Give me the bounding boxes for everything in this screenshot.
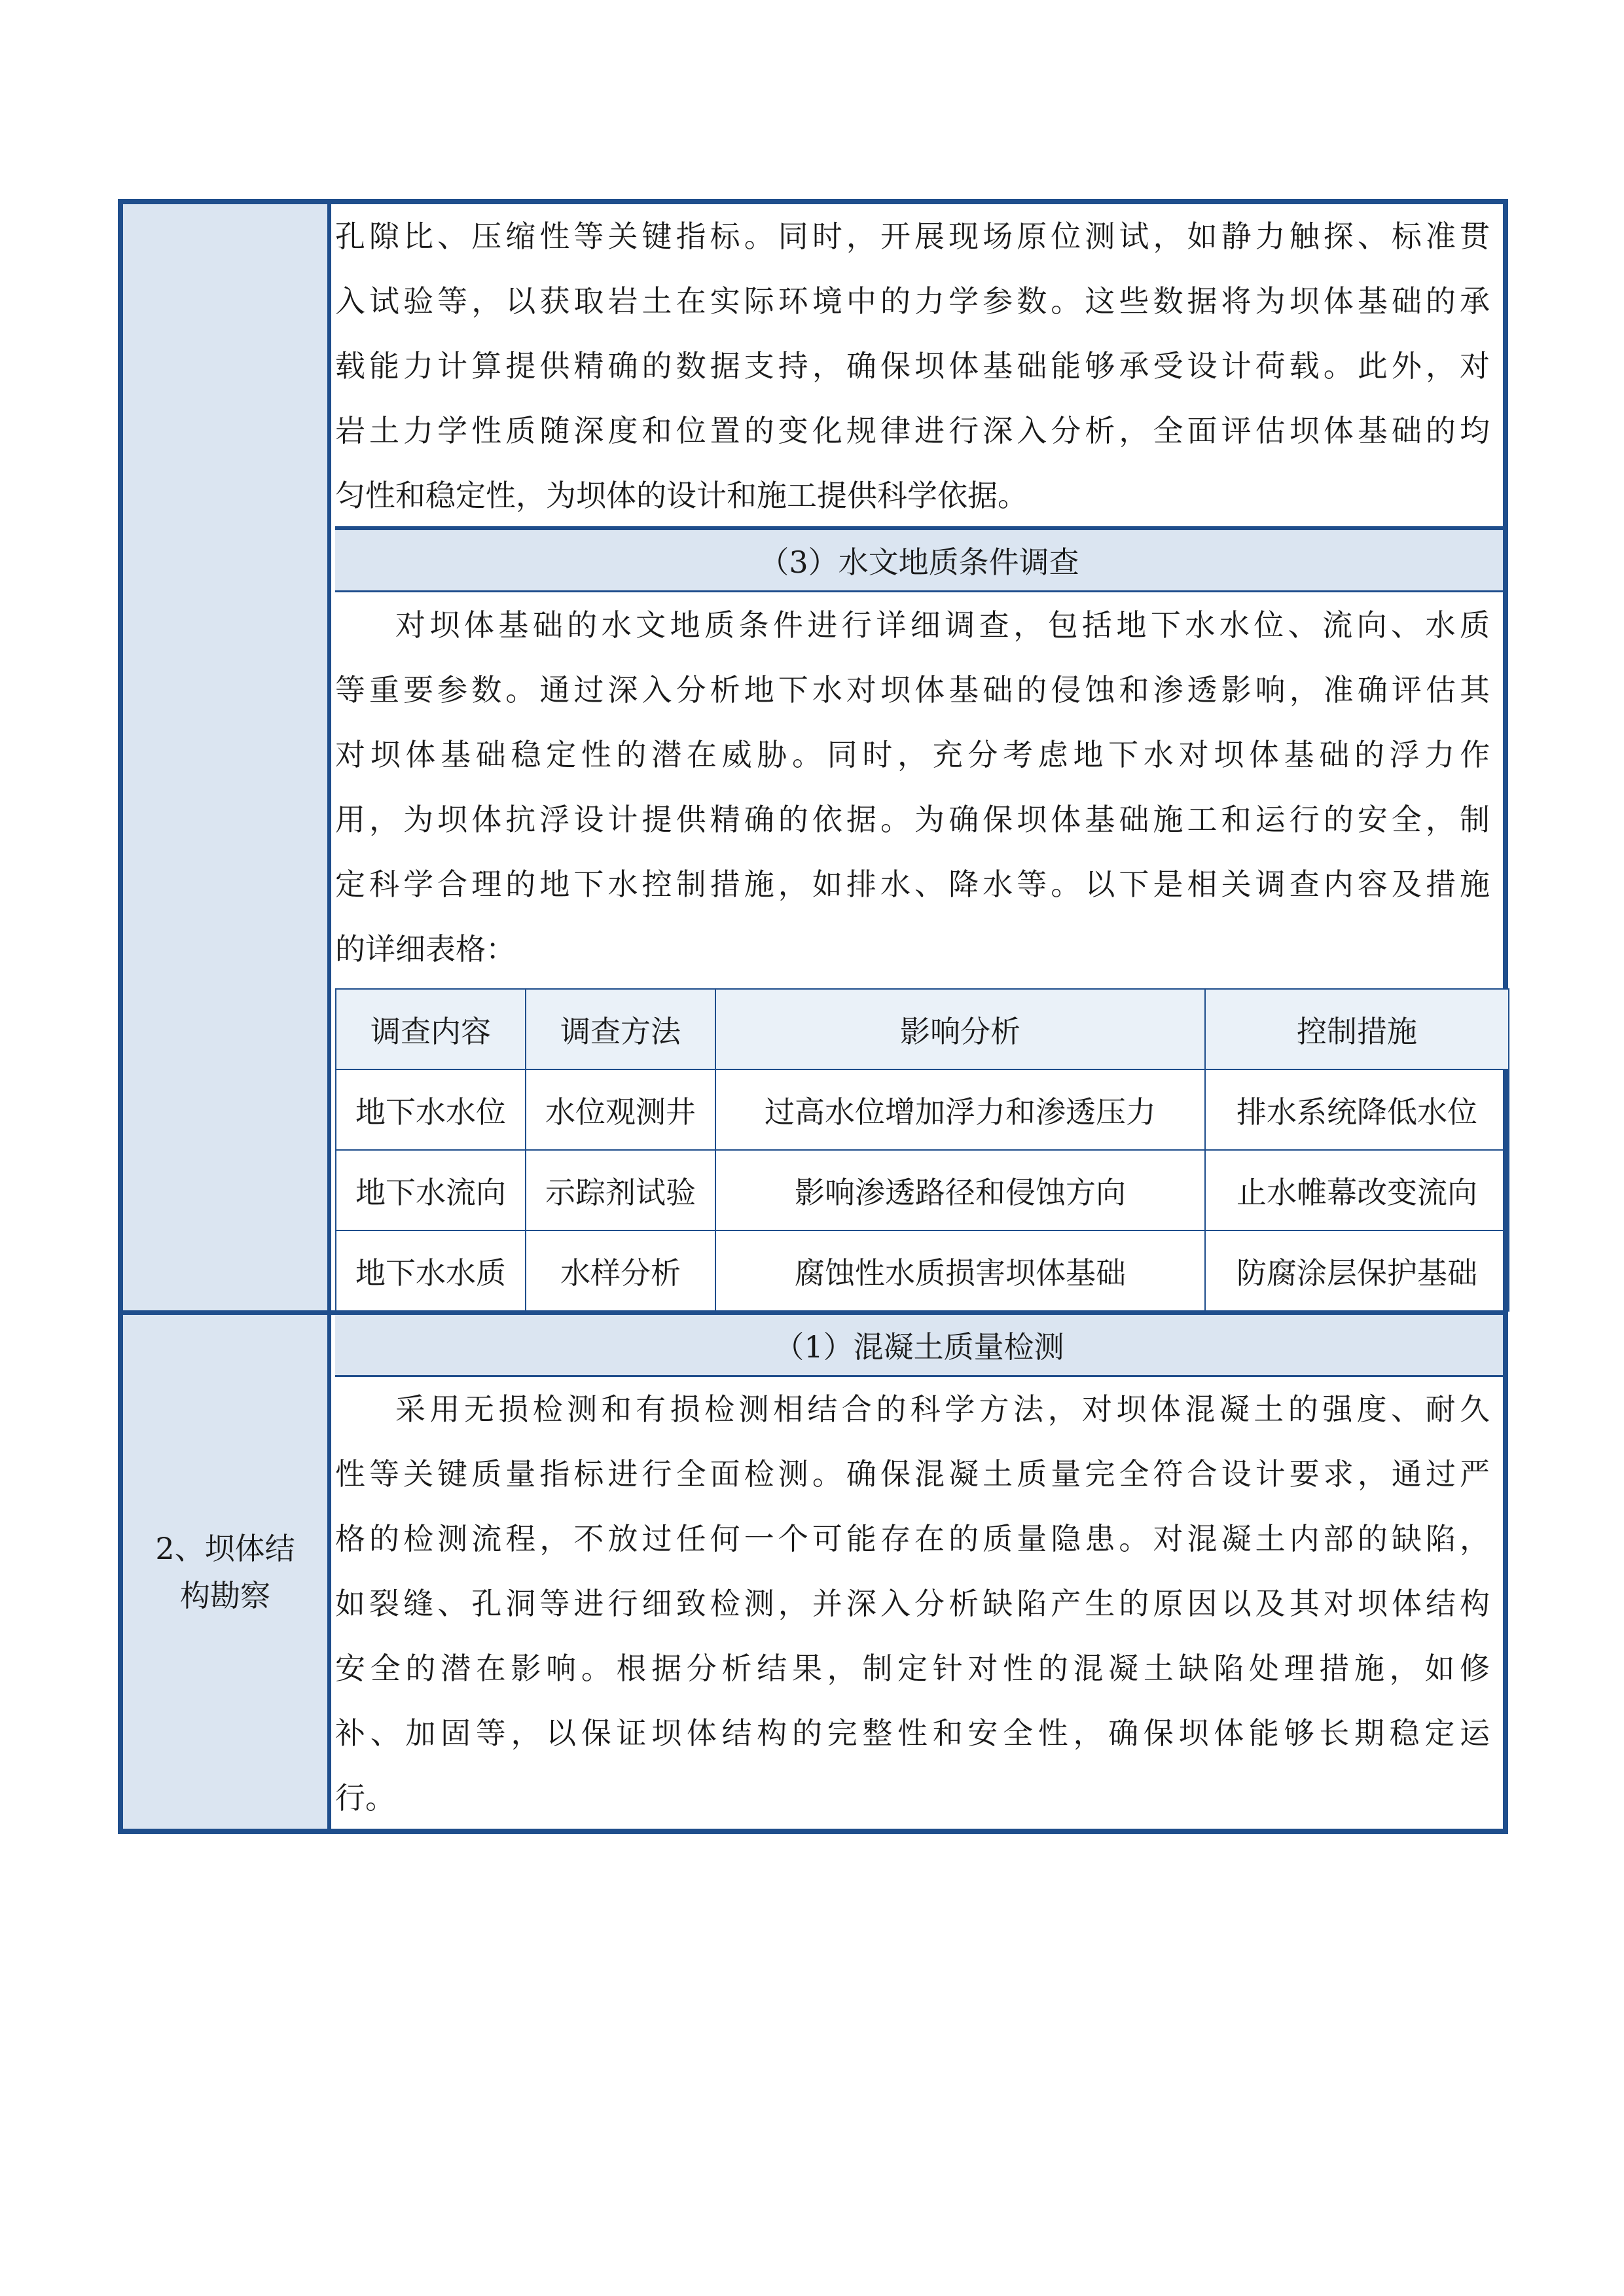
hydrogeology-table bbox=[335, 988, 1509, 1312]
table-cell: 影响渗透路径和侵蚀方向 bbox=[715, 1150, 1205, 1230]
paragraph-line: 格的检测流程，不放过任何一个可能存在的质量隐患。对混凝土内部的缺陷， bbox=[335, 1521, 1490, 1556]
column-header: 调查方法 bbox=[526, 989, 715, 1069]
table-cell: 地下水水位 bbox=[336, 1069, 526, 1150]
table-cell: 示踪剂试验 bbox=[526, 1150, 715, 1230]
hydrogeology-paragraph bbox=[335, 593, 1490, 982]
paragraph-line: 孔隙比、压缩性等关键指标。同时，开展现场原位测试，如静力触探、标准贯 bbox=[335, 219, 1490, 254]
paragraph-line: 用，为坝体抗浮设计提供精确的依据。为确保坝体基础施工和运行的安全，制 bbox=[335, 802, 1490, 837]
paragraph-line: 补、加固等，以保证坝体结构的完整性和安全性，确保坝体能够长期稳定运 bbox=[335, 1715, 1490, 1751]
table-row bbox=[336, 1150, 1509, 1230]
section-1-heading: （1）混凝土质量检测 bbox=[335, 1315, 1503, 1375]
table-cell: 水样分析 bbox=[526, 1230, 715, 1311]
table-cell: 水位观测井 bbox=[526, 1069, 715, 1150]
table-cell: 止水帷幕改变流向 bbox=[1205, 1150, 1509, 1230]
category-label-line: 2、坝体结 bbox=[155, 1531, 295, 1566]
paragraph-line: 如裂缝、孔洞等进行细致检测，并深入分析缺陷产生的原因以及其对坝体结构 bbox=[335, 1586, 1490, 1621]
concrete-quality-paragraph bbox=[335, 1377, 1490, 1831]
paragraph-line: 定科学合理的地下水控制措施，如排水、降水等。以下是相关调查内容及措施 bbox=[335, 867, 1490, 902]
paragraph-line: 对坝体基础稳定性的潜在威胁。同时，充分考虑地下水对坝体基础的浮力作 bbox=[335, 737, 1490, 772]
paragraph-line: 匀性和稳定性，为坝体的设计和施工提供科学依据。 bbox=[335, 478, 1028, 513]
table-cell: 腐蚀性水质损害坝体基础 bbox=[715, 1230, 1205, 1311]
paragraph-line: 的详细表格： bbox=[335, 931, 516, 967]
table-cell: 排水系统降低水位 bbox=[1205, 1069, 1509, 1150]
table-cell: 过高水位增加浮力和渗透压力 bbox=[715, 1069, 1205, 1150]
survey-form-table bbox=[118, 199, 1508, 1834]
paragraph-line: 等重要参数。通过深入分析地下水对坝体基础的侵蚀和渗透影响，准确评估其 bbox=[335, 672, 1490, 708]
column-header: 调查内容 bbox=[336, 989, 526, 1069]
category-label-line: 构勘察 bbox=[180, 1578, 270, 1613]
paragraph-line: 行。 bbox=[335, 1780, 395, 1816]
paragraph-line: 载能力计算提供精确的数据支持，确保坝体基础能够承受设计荷载。此外，对 bbox=[335, 348, 1490, 384]
table-row bbox=[336, 1230, 1509, 1311]
column-header: 控制措施 bbox=[1205, 989, 1509, 1069]
row-divider bbox=[335, 590, 1503, 592]
table-cell: 防腐涂层保护基础 bbox=[1205, 1230, 1509, 1311]
paragraph-line: 采用无损检测和有损检测相结合的科学方法，对坝体混凝土的强度、耐久 bbox=[395, 1391, 1490, 1427]
table-row bbox=[336, 1069, 1509, 1150]
rock-soil-paragraph bbox=[335, 204, 1490, 528]
paragraph-line: 安全的潜在影响。根据分析结果，制定针对性的混凝土缺陷处理措施，如修 bbox=[335, 1651, 1490, 1686]
paragraph-line: 性等关键质量指标进行全面检测。确保混凝土质量完全符合设计要求，通过严 bbox=[335, 1456, 1490, 1492]
section-3-heading: （3）水文地质条件调查 bbox=[335, 530, 1503, 590]
category-divider bbox=[123, 1310, 1503, 1315]
table-header-row bbox=[336, 989, 1509, 1069]
table-cell: 地下水水质 bbox=[336, 1230, 526, 1311]
paragraph-line: 入试验等，以获取岩土在实际环境中的力学参数。这些数据将为坝体基础的承 bbox=[335, 283, 1490, 319]
paragraph-line: 对坝体基础的水文地质条件进行详细调查，包括地下水水位、流向、水质 bbox=[395, 607, 1490, 643]
table-cell: 地下水流向 bbox=[336, 1150, 526, 1230]
category-2-label bbox=[123, 1525, 327, 1619]
paragraph-line: 岩土力学性质随深度和位置的变化规律进行深入分析，全面评估坝体基础的均 bbox=[335, 413, 1490, 448]
column-header: 影响分析 bbox=[715, 989, 1205, 1069]
